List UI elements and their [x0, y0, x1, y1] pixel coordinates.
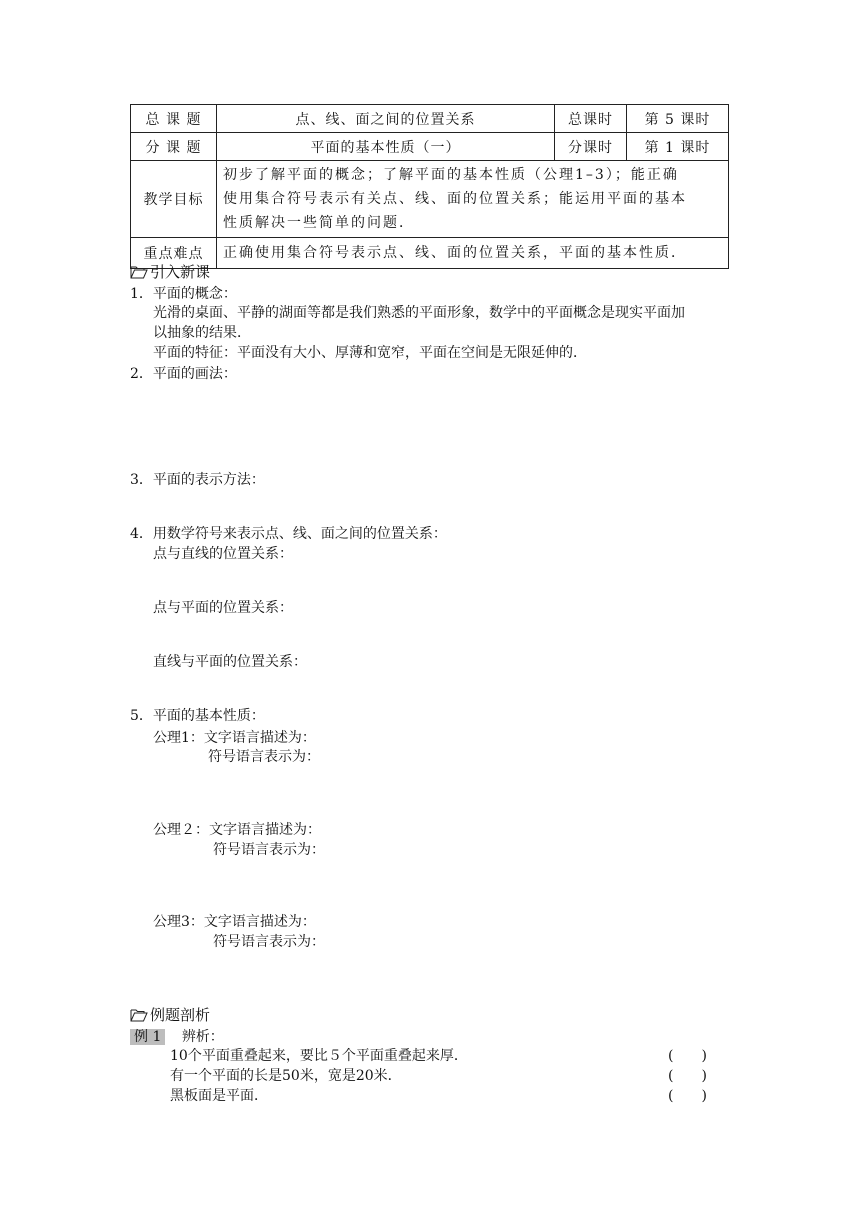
section-examples-heading	[130, 1005, 210, 1025]
header-row-sub-topic	[131, 133, 729, 161]
item-4-sub-point-line: 点与直线的位置关系：	[153, 546, 293, 562]
item-1-line: 平面的特征：平面没有大小、厚薄和宽窄，平面在空间是无限延伸的．	[153, 345, 587, 361]
example-statement: 10个平面重叠起来，要比５个平面重叠起来厚．	[170, 1048, 468, 1064]
sub-topic-label: 分 课 题	[131, 133, 217, 161]
example-statement: 黑板面是平面．	[170, 1088, 268, 1104]
header-row-goals	[131, 161, 729, 238]
axiom-2-symbol: 符号语言表示为：	[213, 842, 325, 858]
section-intro-heading	[130, 262, 210, 282]
axiom-3-symbol: 符号语言表示为：	[213, 934, 325, 950]
key-points-label: 重点难点	[131, 238, 217, 269]
header-row-total-topic	[131, 105, 729, 133]
total-hours-label: 总课时	[555, 105, 627, 133]
section-intro-title: 引入新课	[150, 263, 211, 281]
key-points-content: 正确使用集合符号表示点、线、面的位置关系，平面的基本性质．	[217, 238, 729, 269]
example-label: 辨析：	[181, 1029, 224, 1045]
answer-paren: ( )	[668, 1088, 707, 1104]
goals-label: 教学目标	[131, 161, 217, 238]
goals-content	[217, 161, 729, 238]
lesson-header-table	[130, 104, 729, 269]
sub-hours-label: 分课时	[555, 133, 627, 161]
item-4-title: 4．用数学符号来表示点、线、面之间的位置关系：	[130, 526, 447, 542]
axiom-2-text: 公理２：文字语言描述为：	[153, 822, 321, 838]
item-3-title: 3．平面的表示方法：	[130, 472, 265, 488]
item-1-line: 光滑的桌面、平静的湖面等都是我们熟悉的平面形象，数学中的平面概念是现实平面加	[153, 305, 685, 321]
total-topic-label: 总 课 题	[131, 105, 217, 133]
sub-topic-value: 平面的基本性质（一）	[217, 133, 555, 161]
total-topic-value: 点、线、面之间的位置关系	[217, 105, 555, 133]
folder-icon	[130, 1008, 148, 1022]
total-hours-value: 第 5 课时	[627, 105, 729, 133]
item-1-title: 1．平面的概念：	[130, 286, 237, 302]
axiom-3-text: 公理3：文字语言描述为：	[153, 914, 316, 930]
item-1-line: 以抽象的结果．	[153, 325, 251, 341]
section-examples-title: 例题剖析	[150, 1006, 211, 1024]
header-row-key-points	[131, 238, 729, 269]
axiom-1-text: 公理1：文字语言描述为：	[153, 730, 316, 746]
sub-hours-value: 第 1 课时	[627, 133, 729, 161]
item-2-title: 2．平面的画法：	[130, 366, 237, 382]
example-tag: 例 1	[130, 1029, 165, 1045]
axiom-1-symbol: 符号语言表示为：	[208, 749, 320, 765]
goals-line: 性质解决一些简单的问题．	[223, 215, 415, 231]
goals-line: 使用集合符号表示有关点、线、面的位置关系；能运用平面的基本	[223, 191, 687, 207]
item-4-sub-point-plane: 点与平面的位置关系：	[153, 600, 293, 616]
item-5-title: 5．平面的基本性质：	[130, 708, 265, 724]
folder-icon	[130, 265, 148, 279]
example-1-header	[130, 1027, 224, 1047]
answer-paren: ( )	[668, 1048, 707, 1064]
example-statement: 有一个平面的长是50米，宽是20米．	[170, 1068, 402, 1084]
answer-paren: ( )	[668, 1068, 707, 1084]
goals-line: 初步了解平面的概念；了解平面的基本性质（公理1–3）；能正确	[223, 167, 679, 183]
item-4-sub-line-plane: 直线与平面的位置关系：	[153, 654, 307, 670]
